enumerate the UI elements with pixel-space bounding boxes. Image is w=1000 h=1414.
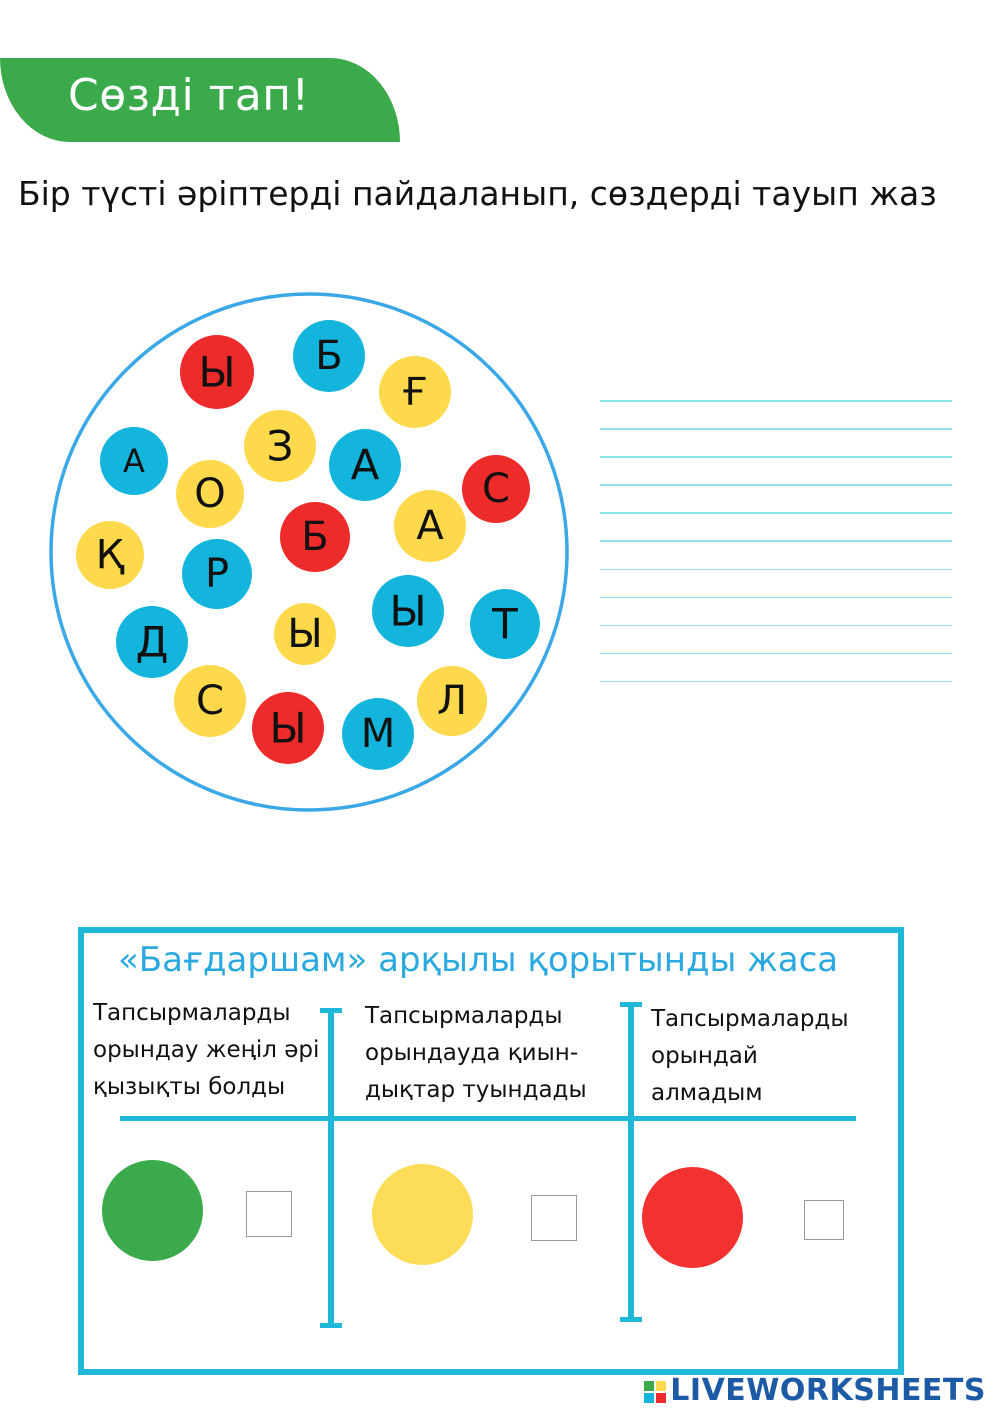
answer-line[interactable] bbox=[600, 428, 952, 430]
column-unable-text: Тапсырмаларды орындай алмадым bbox=[651, 1006, 849, 1106]
answer-lines[interactable] bbox=[600, 400, 952, 709]
answer-line[interactable] bbox=[600, 681, 952, 683]
letter-glyph: Т bbox=[492, 599, 518, 649]
green-light-circle bbox=[102, 1160, 203, 1261]
checkbox-unable[interactable] bbox=[804, 1200, 844, 1240]
letter-glyph: Ы bbox=[198, 347, 236, 397]
divider-vertical-1 bbox=[328, 1010, 334, 1328]
divider-vertical-2 bbox=[628, 1004, 634, 1322]
letter-glyph: Р bbox=[204, 551, 230, 597]
answer-line[interactable] bbox=[600, 456, 952, 458]
letter-glyph: З bbox=[266, 421, 294, 471]
answer-line[interactable] bbox=[600, 540, 952, 542]
letter-glyph: Ғ bbox=[402, 370, 428, 414]
divider-cap bbox=[320, 1323, 342, 1328]
divider-horizontal bbox=[120, 1116, 856, 1121]
letter-glyph: Қ bbox=[95, 532, 125, 578]
letter-glyph: Д bbox=[135, 617, 169, 667]
answer-line[interactable] bbox=[600, 512, 952, 514]
letter-glyph: А bbox=[416, 503, 444, 549]
answer-line[interactable] bbox=[600, 625, 952, 627]
answer-line[interactable] bbox=[600, 569, 952, 571]
divider-cap bbox=[620, 1317, 642, 1322]
letter-glyph: А bbox=[123, 442, 145, 480]
letter-glyph: А bbox=[350, 440, 380, 490]
watermark bbox=[644, 1373, 986, 1408]
divider-cap bbox=[320, 1008, 342, 1013]
watermark-text: LIVEWORKSHEETS bbox=[670, 1373, 986, 1408]
checkbox-difficult[interactable] bbox=[531, 1195, 577, 1241]
answer-line[interactable] bbox=[600, 484, 952, 486]
letter-glyph: Б bbox=[301, 514, 329, 560]
instruction-text: Бір түсті әріптерді пайдаланып, сөздерді тауып жаз bbox=[18, 174, 937, 213]
answer-line[interactable] bbox=[600, 400, 952, 402]
letter-glyph: Ы bbox=[389, 586, 427, 636]
letter-glyph: С bbox=[482, 466, 510, 512]
column-difficult-text: Тапсырмаларды орындауда қиын- дықтар туындады bbox=[365, 1003, 587, 1103]
yellow-light-circle bbox=[372, 1164, 473, 1265]
letter-glyph: Ы bbox=[287, 611, 323, 657]
answer-line[interactable] bbox=[600, 597, 952, 599]
letter-glyph: Б bbox=[315, 333, 343, 379]
letter-glyph: О bbox=[194, 471, 226, 517]
answer-line[interactable] bbox=[600, 653, 952, 655]
red-light-circle bbox=[642, 1167, 743, 1268]
letter-glyph: Ы bbox=[269, 703, 307, 753]
divider-cap bbox=[620, 1002, 642, 1007]
page-title: Сөзді тап! bbox=[68, 70, 310, 121]
letter-glyph: Л bbox=[436, 678, 468, 724]
liveworksheets-logo-icon bbox=[644, 1381, 666, 1403]
letter-glyph: С bbox=[196, 678, 224, 724]
column-easy-text: Тапсырмаларды орындау жеңіл әрі қызықты болды bbox=[93, 1000, 320, 1100]
reflection-title: «Бағдаршам» арқылы қорытынды жаса bbox=[118, 940, 839, 980]
letter-glyph: М bbox=[360, 711, 396, 757]
checkbox-easy[interactable] bbox=[246, 1191, 292, 1237]
